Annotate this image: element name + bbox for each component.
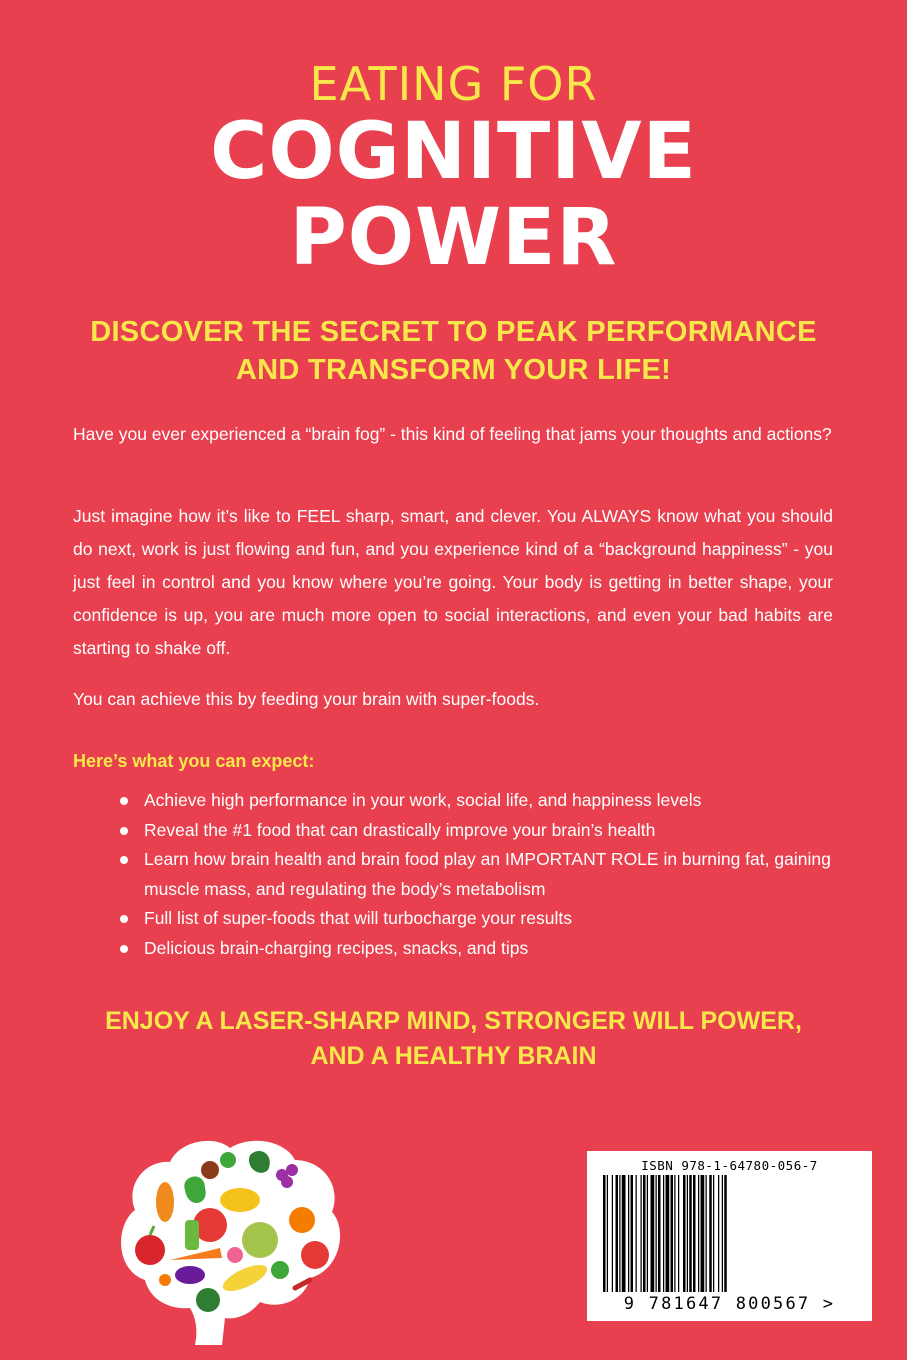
barcode-bar (628, 1175, 629, 1292)
barcode-bar (636, 1175, 637, 1292)
closing-line-1: ENJOY A LASER-SHARP MIND, STRONGER WILL POWER, (105, 1007, 802, 1035)
barcode-bar (651, 1175, 655, 1292)
expect-item-text: Delicious brain-charging recipes, snacks, and tips (144, 937, 529, 958)
barcode-bar (643, 1175, 646, 1292)
paragraph-achieve: You can achieve this by feeding your brain with super-foods. (73, 689, 540, 709)
barcode-bar (631, 1175, 634, 1292)
barcode-bar (616, 1175, 619, 1292)
barcode-box (587, 1151, 872, 1321)
expect-item (118, 786, 838, 816)
expect-item-text: Full list of super-foods that will turbocharge your results (144, 908, 572, 928)
headline-line-1: DISCOVER THE SECRET TO PEAK PERFORMANCE (90, 316, 817, 348)
bullet-icon (120, 856, 128, 864)
barcode-bar (689, 1175, 692, 1292)
barcode-bar (622, 1175, 626, 1292)
barcode-digits: 9 781647 800567 > (623, 1294, 836, 1314)
expect-item (118, 845, 838, 904)
barcode-bar (656, 1175, 657, 1292)
barcode-bar (722, 1175, 723, 1292)
expect-item-text: Learn how brain health and brain food play an IMPORTANT ROLE in burning fat, gaining muscle mass, and regulating the body’s metabolism (144, 849, 831, 899)
bullet-icon (120, 915, 128, 923)
closing-line-2: AND A HEALTHY BRAIN (310, 1042, 597, 1070)
barcode-bars (603, 1175, 843, 1292)
barcode-bar (698, 1175, 699, 1292)
paragraph-brain-fog: Have you ever experienced a “brain fog” - this kind of feeling that jams your thoughts and actions? (73, 424, 832, 444)
paragraph-imagine: Just imagine how it’s like to FEEL sharp, smart, and clever. You ALWAYS know what you should do next, work is just flowing and fun, and you experience kind of a “background happiness” - you just feel in control and you know where you’re going. Your body is getting in better shape, your confidence is up, you are much more open to social interactions, and even your bad habits are starting to shake off. (73, 506, 833, 658)
expect-item (118, 816, 838, 846)
barcode-bar (724, 1175, 727, 1292)
barcode-bar (641, 1175, 642, 1292)
barcode-bar (603, 1175, 606, 1292)
expect-heading: Here’s what you can expect: (73, 751, 315, 771)
expect-item (118, 904, 838, 934)
barcode-bar (693, 1175, 696, 1292)
barcode-bar (647, 1175, 648, 1292)
barcode-bar (658, 1175, 661, 1292)
title-eating-for: EATING FOR (309, 57, 598, 111)
barcode-bar (671, 1175, 674, 1292)
isbn-label: ISBN 978-1-64780-056-7 (641, 1158, 818, 1173)
barcode-bar (706, 1175, 707, 1292)
expect-list (118, 786, 838, 963)
barcode-bar (674, 1175, 675, 1292)
expect-item (118, 934, 838, 964)
title-cognitive: COGNITIVE (210, 107, 697, 197)
barcode-bar (666, 1175, 670, 1292)
barcode-bar (718, 1175, 719, 1292)
barcode-bar (619, 1175, 620, 1292)
brain-food-icon (110, 1130, 350, 1345)
headline-line-2: AND TRANSFORM YOUR LIFE! (235, 354, 672, 386)
expect-item-text: Achieve high performance in your work, social life, and happiness levels (144, 790, 702, 810)
barcode-bar (687, 1175, 688, 1292)
expect-item-text: Reveal the #1 food that can drastically improve your brain’s health (144, 819, 656, 840)
barcode-bar (678, 1175, 679, 1292)
bullet-icon (120, 945, 128, 953)
bullet-icon (120, 797, 128, 805)
barcode-bar (612, 1175, 613, 1292)
bullet-icon (120, 827, 128, 835)
barcode-bar (709, 1175, 712, 1292)
barcode-bar (663, 1175, 664, 1292)
title-power: POWER (289, 193, 618, 283)
barcode-bar (713, 1175, 714, 1292)
barcode-bar (683, 1175, 686, 1292)
barcode-bar (607, 1175, 608, 1292)
barcode-bar (701, 1175, 705, 1292)
